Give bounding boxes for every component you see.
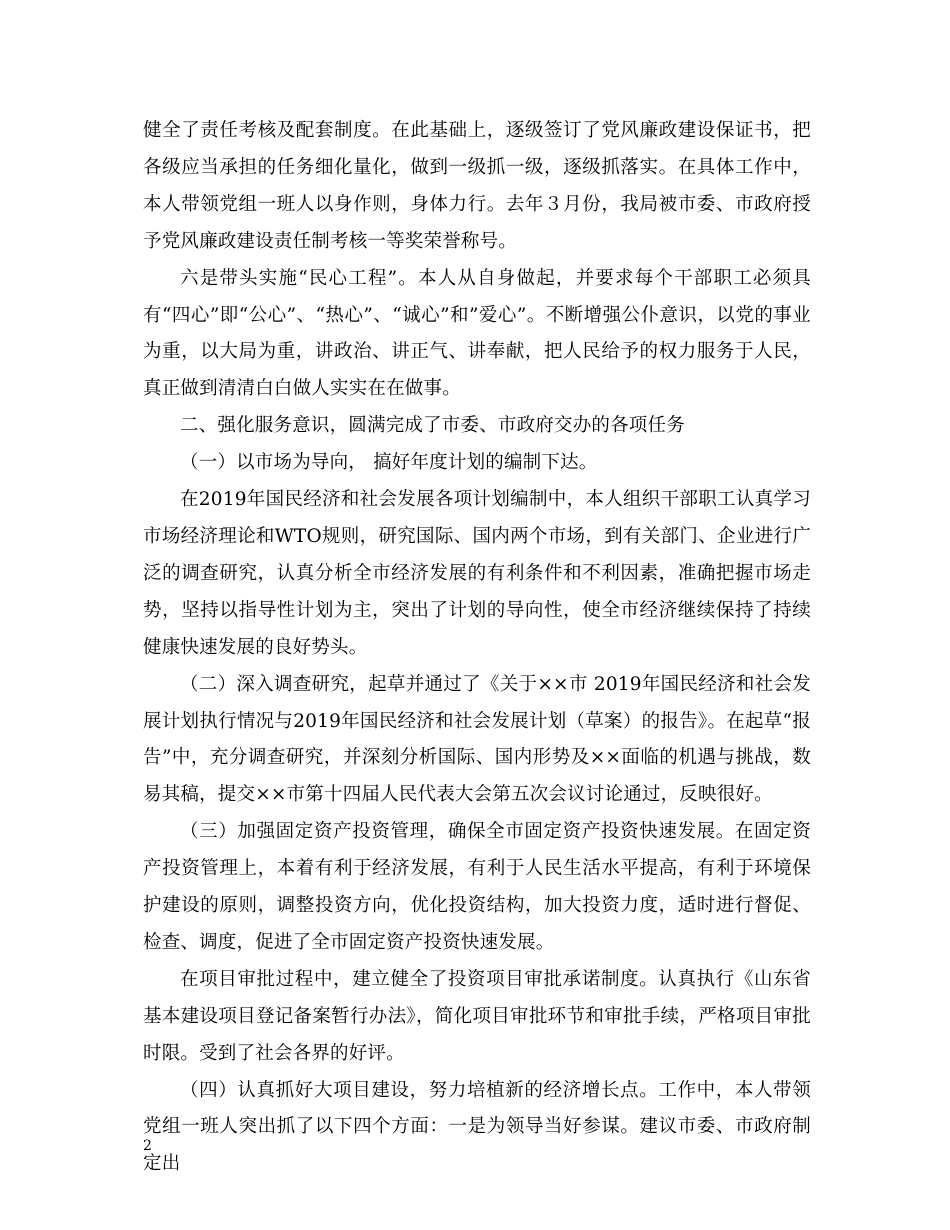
body-text (143, 113, 811, 1183)
paragraph-2: 六是带头实施“民心工程”。本人从自身做起，并要求每个干部职工必须具有“四心”即“公心”、“热心”、“诚心”和”爱心”。不断增强公仆意识，以党的事业为重，以大局为重，讲政治、讲正气、讲奉献，把人民给予的权力服务于人民，真正做到清清白白做人实实在在做事。 (143, 267, 811, 400)
section-heading: 二、强化服务意识，圆满完成了市委、市政府交办的各项任务 (180, 415, 685, 437)
paragraph-8: 在项目审批过程中，建立健全了投资项目审批承诺制度。认真执行《山东省基本建设项目登记备案暂行办法》，简化项目审批环节和审批手续，严格项目审批时限。受到了社会各界的好评。 (143, 968, 811, 1064)
paragraph-9: （四）认真抓好大项目建设，努力培植新的经济增长点。工作中，本人带领党组一班人突出抓了以下四个方面：一是为领导当好参谋。建议市委、市政府制定出 (143, 1079, 811, 1175)
paragraph-5: 在2019年国民经济和社会发展各项计划编制中，本人组织干部职工认真学习市场经济理论和WTO规则，研究国际、国内两个市场，到有关部门、企业进行广泛的调查研究，认真分析全市经济发展的有利条件和不利因素，准确把握市场走势，坚持以指导性计划为主，突出了计划的导向性，使全市经济继续保持了持续健康快速发展的良好势头。 (143, 489, 811, 658)
paragraph-1: 健全了责任考核及配套制度。在此基础上，逐级签订了党风廉政建设保证书，把各级应当承担的任务细化量化，做到一级抓一级，逐级抓落实。在具体工作中，本人带领党组一班人以身作则，身体力行。去年３月份，我局被市委、市政府授予党风廉政建设责任制考核一等奖荣誉称号。 (143, 120, 811, 252)
paragraph-6: （二）深入调查研究，起草并通过了《关于××市 2019年国民经济和社会发展计划执行情况与2019年国民经济和社会发展计划（草案）的报告》。在起草“报告”中，充分调查研究，并深刻分析国际、国内形势及××面临的机遇与挑战，数易其稿，提交××市第十四届人民代表大会第五次会议讨论通过，反映很好。 (143, 673, 811, 806)
page-number: 2 (143, 1138, 152, 1154)
paragraph-7: （三）加强固定资产投资管理，确保全市固定资产投资快速发展。在固定资产投资管理上，本着有利于经济发展，有利于人民生活水平提高，有利于环境保护建设的原则，调整投资方向，优化投资结构，加大投资力度，适时进行督促、检查、调度，促进了全市固定资产投资快速发展。 (143, 821, 811, 953)
subsection-heading-1: （一）以市场为导向， 搞好年度计划的编制下达。 (180, 452, 598, 474)
